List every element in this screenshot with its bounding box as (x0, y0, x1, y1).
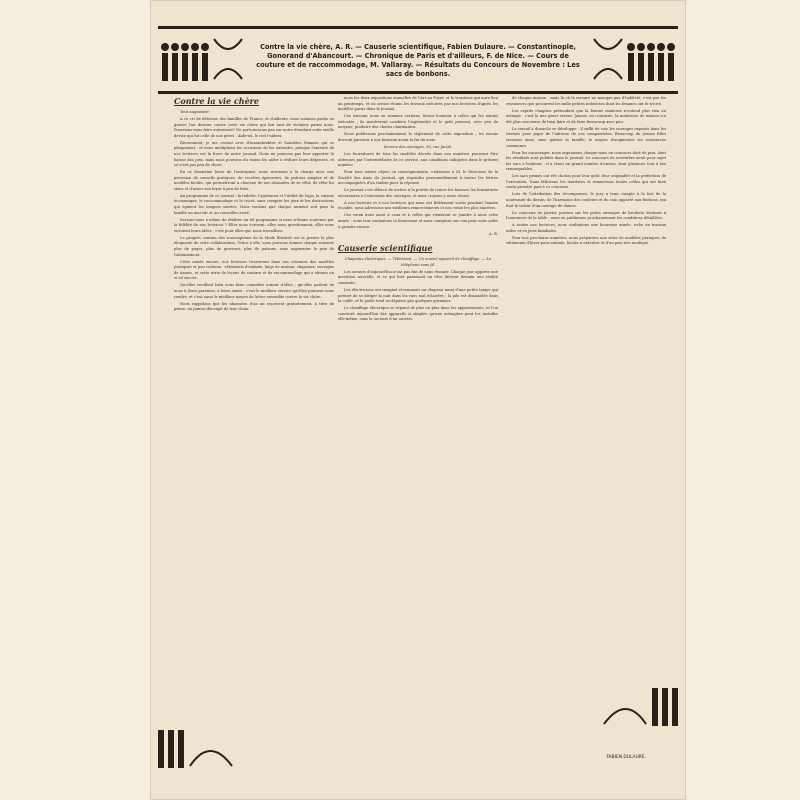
paragraph: Tout augmente! (180, 110, 210, 114)
paragraph: Nous rappelons que les abonnées d'un an reçoivent gratuitement, à titre de prime, un patron découpé de leur choix. (174, 301, 334, 312)
paragraph: de chaque maison ; mais là où la mesure ne manque pas d'habileté, c'est par les ressources que procurent les mille petites industries dont les femmes ont le secret. (506, 96, 666, 106)
paragraph: Le chauffage électrique se répand de plus en plus dans les appartements, et l'on construit aujourd'hui des appareils si simples qu'une ménagère peut les installer elle-même, sans le secours d'un ouvrier. (338, 306, 498, 322)
paragraph: Pour tous autres objets ou renseignements, s'adresser à M. le Directeur de la Société des Amis du Journal, qui répondra personnellement à toutes les lettres accompagnées d'un timbre pour la réponse. (338, 170, 498, 186)
causerie-subtitle: Chapeaux électriques. — Télévision. — Un nouvel appareil de chauffage. — Le téléphone sans fil. (344, 257, 492, 267)
paragraph: A ce cri de détresse des familles de France, et d'ailleurs, nous sommes partis en guerre l'an dernier contre cette vie chère qui fait tant de victimes parmi nous. Pourrions-nous faire autrement? Ne portons-nous pas sur notre étendard cette vieille devise qui fut celle de nos pères : Aide-toi, le ciel t'aidera. (174, 116, 334, 138)
paragraph: A toutes nos lectrices, nous souhaitons une heureuse année, riche en travaux utiles et en joies familiales. (506, 223, 666, 233)
paragraph: En ce deuxième hiver de l'entreprise, nous revenons à la charge avec une provision de conseils pratiques, de recettes éprouvées, de patrons simples et de modèles faciles, qui permettront à chacune de nos abonnées de se vêtir, de vêtir les siens et d'orner son foyer à peu de frais. (174, 170, 334, 191)
paragraph: Nous publierons prochainement le règlement de cette exposition ; les envois devront parvenir à nos bureaux avant la fin du mois. (338, 132, 498, 142)
paragraph: Le concours de janvier portera sur les petits ouvrages de broderie destinés à l'ornement de la table ; nous en publierons prochainement les conditions détaillées. (506, 210, 666, 221)
article-title: Contre la vie chère (174, 96, 259, 106)
column-middle (338, 96, 498, 324)
paragraph: Le travail à domicile se développe ; il suffit de voir les ouvrages exposés dans les vitrines pour juger de l'adresse de nos compatriotes. Beaucoup de jeunes filles trouvent ainsi, sans quitter la famille, le moyen d'augmenter les ressources communes. (506, 126, 666, 148)
service-heading: Service des ouvrages, 56, rue Jacob. (383, 144, 453, 149)
paragraph: Pour les encourager, nous organisons chaque mois un concours doté de prix, dont les résultats sont publiés dans le journal. Le concours de novembre avait pour sujet les sacs à bonbons ; il a réuni un grand nombre d'envois, dont plusieurs tout à fait remarquables. (506, 150, 666, 172)
paragraph: Le journal s'est efforcé de mettre à la portée de toutes les bourses les fournitures nécessaires à l'exécution des ouvrages, et nous croyons y avoir réussi. (338, 188, 498, 198)
paragraph: Au programme de ce journal : la toilette, l'agrément et l'utilité du logis, la cuisine économique, le raccommodage et le tricot, sans compter les jeux et les distractions qui égaient les longues soirées. Nous voulons que chaque numéro soit pour la famille un ami sûr et un conseiller avisé. (174, 193, 334, 215)
paragraph: Les fournitures de tous les modèles décrits dans nos numéros pourront être obtenues par l'intermédiaire de ce service, aux conditions indiquées dans le présent numéro. (338, 151, 498, 168)
newspaper-page (150, 0, 686, 800)
ornament-bottom-left-icon (154, 726, 234, 772)
table-of-contents: Contre la vie chère, A. R. — Causerie scientifique, Fabien Dulaure. — Constantinople, Gonorand d'Abancourt. — Chronique de Paris et d'ailleurs, F. de Nice. — Cours de couture et de raccommodage, M. Vallaray. — Résultats du Concours de Novembre : Les sacs de bonbons. (256, 43, 580, 78)
causerie-title: Causerie scientifique (338, 243, 433, 254)
header-banner (158, 26, 678, 94)
paragraph: Cette année encore, nos lectrices trouveront dans nos colonnes des modèles pratiques et peu coûteux : vêtements d'enfants, linge de maison, chapeaux, ouvrages de dames, et cette série de leçons de couture et de raccommodage qui a obtenu un si vif succès. (174, 259, 334, 281)
paragraph: Qu'elles veuillent bien nous faire connaître autour d'elles ; qu'elles parlent de nous à leurs parentes, à leurs amies : c'est le meilleur service qu'elles puissent nous rendre, et c'est aussi le meilleur moyen de lutter ensemble contre la vie chère. (174, 283, 334, 299)
paragraph: Pour nos prochains numéros, nous préparons une série de modèles pratiques de vêtements d'hiver pour enfants, faciles à exécuter et d'un prix très modique. (506, 235, 666, 246)
paragraph: Lors de l'attribution des récompenses, le jury a tenu compte à la fois de la nouveauté du dessin, de l'harmonie des couleurs et du soin apporté aux finitions, qui font la valeur d'un ouvrage de dames. (506, 192, 666, 208)
paragraph: Les électriciens ont imaginé récemment un chapeau muni d'une petite lampe qui permet de se diriger la nuit dans les rues mal éclairées ; la pile est dissimulée dans la coiffe, et le poids total ne dépasse pas quelques grammes. (338, 287, 498, 304)
paragraph: Récemment, je me croisai avec d'innombrables et honnêtes femmes qui se plaignaient ; et nous multiplions les occasions de les entendre, puisque l'entente de nos lectrices est la force de notre journal. Nous ne pouvons pas leur apporter la baisse des prix, mais nous pouvons du moins les aider à réduire leurs dépenses, et ce n'est pas peu de chose. (174, 140, 334, 168)
paragraph: Serions-nous à même de réaliser un tel programme si nous n'étions soutenus par la fidélité de nos lectrices ? Elles nous écrivent, elles nous questionnent, elles nous envoient leurs idées ; c'est pour elles que nous travaillons. (174, 217, 334, 233)
paragraph: Les sacs primés ont été choisis pour leur goût, leur originalité et la perfection de l'exécution. Nous félicitons les lauréates et remercions toutes celles qui ont bien voulu prendre part à ce concours. (506, 174, 666, 190)
paragraph: Le progrès continu des souscriptions de la Mode Illustrée est la preuve la plus éloquente de cette collaboration. Grâce à elle, nous pouvons donner chaque semaine plus de pages, plus de gravures, plus de patrons, sans augmenter le prix de l'abonnement. (174, 235, 334, 257)
paragraph: Les esprits chagrins prétendent que la femme moderne n'entend plus rien au ménage ; c'est là une grave erreur. Jamais, au contraire, la maîtresse de maison n'a été plus soucieuse de bien faire et de faire beaucoup avec peu. (506, 108, 666, 124)
article-signature: A. R. (489, 231, 498, 236)
paragraph: Les savants d'aujourd'hui n'ont pas fini de nous étonner. Chaque jour apporte une invention nouvelle, et ce qui hier paraissait un rêve devient demain une réalité courante. (338, 269, 498, 285)
ornament-right-icon (592, 33, 678, 85)
column-left (174, 96, 334, 731)
column-right (506, 96, 666, 248)
ornament-bottom-right-icon (602, 684, 682, 730)
author-signature: FABIEN DULAURE. (606, 755, 646, 760)
paragraph: A nos lecteurs et à nos lectrices qui nous ont fidèlement suivis pendant l'année écoulée, nous adressons nos meilleurs remerciements et nos vœux les plus sincères. (338, 200, 498, 211)
paragraph: nous les deux expositions annuelles de l'Art au Foyer, et la troisième qui aura lieu au printemps, et où seront réunis les travaux exécutés par nos lectrices d'après les modèles parus dans le journal. (338, 96, 498, 112)
paragraph: Ces vœux iront aussi à ceux et à celles qui viendront se joindre à nous cette année ; nous leur souhaitons la bienvenue et nous comptons sur eux pour nous aider à grandir encore. (338, 213, 498, 229)
ornament-left-icon (158, 33, 244, 85)
paragraph: Ces travaux, nous en sommes certains, feront honneur à celles qui les auront exécutés ; ils montreront combien l'ingéniosité et le goût peuvent, avec peu de moyens, produire des choses charmantes. (338, 114, 498, 130)
